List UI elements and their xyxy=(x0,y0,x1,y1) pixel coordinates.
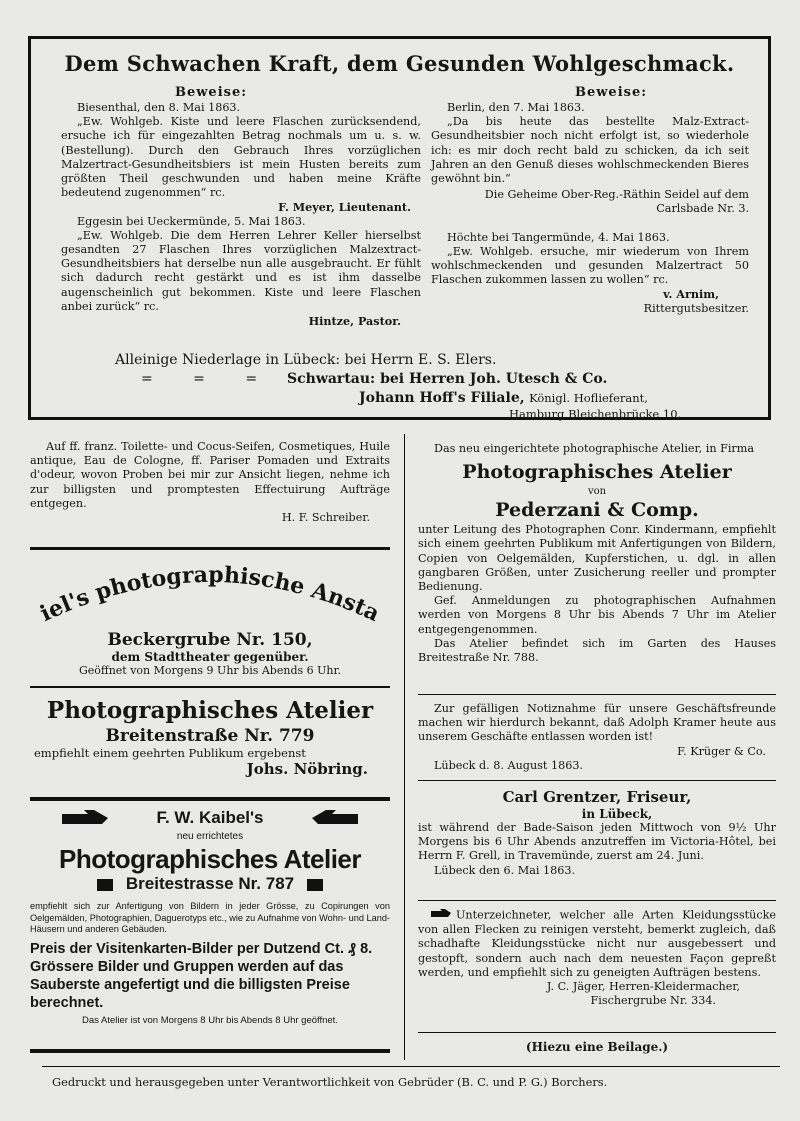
pointing-hand-left-icon xyxy=(308,808,360,831)
riel-address: Beckergrube Nr. 150, xyxy=(107,630,313,650)
depot-hoff-filiale: Johann Hoff's Filiale, xyxy=(359,390,525,406)
pederzani-intro: Das neu eingerichtete photographische Atelier, in Firma xyxy=(434,442,755,455)
pederzani-location: Das Atelier befindet sich im Garten des Hauses Breitestraße Nr. 788. xyxy=(418,636,776,665)
divider xyxy=(30,547,390,550)
footer-divider xyxy=(42,1066,780,1067)
testimonial-signature: Die Geheime Ober-Reg.-Räthin Seidel auf dem Carlsbade Nr. 3. xyxy=(484,188,749,216)
divider xyxy=(418,900,776,901)
pederzani-advertisement xyxy=(418,442,776,665)
testimonial-text: „Ew. Wohlgeb. ersuche, mir wiederum von Ihrem wohlschmeckenden und gesunden Malzertract 50 Flaschen zukommen lassen zu wollen“ rc. xyxy=(431,244,749,287)
grentzer-name: Carl Grentzer, Friseur, xyxy=(502,788,692,806)
grentzer-text: ist während der Bade-Saison jeden Mittwoch von 9½ Uhr Morgens bis 6 Uhr Abends anzutreffen im Victoria-Hôtel, bei Herrn F. Grell, in Travemünde, zuerst am 24. Juni. xyxy=(418,821,776,863)
pederzani-von: von xyxy=(587,486,607,498)
kaibel-address: Breitestrasse Nr. 787 xyxy=(125,874,295,893)
testimonial-text: „Da bis heute das bestellte Malz-Extract-Gesundheitsbier noch nicht erfolgt ist, so wiederhole ich: es mir doch recht bald zu schicken, da ich seit Jahren an den Genuß dieses wohlschmeckenden Bieres gewöhnt bin.“ xyxy=(431,115,749,186)
schreiber-signature: H. F. Schreiber. xyxy=(281,511,370,525)
testimonial-date: Höchte bei Tangermünde, 4. Mai 1863. xyxy=(447,230,670,244)
pederzani-name: Pederzani & Comp. xyxy=(495,499,699,522)
riel-hours: Geöffnet von Morgens 9 Uhr bis Abends 6 Uhr. xyxy=(78,664,342,677)
beer-ad-headline: Dem Schwachen Kraft, dem Gesunden Wohlgeschmack. xyxy=(64,51,735,76)
testimonial-signature: v. Arnim, xyxy=(663,287,719,302)
divider xyxy=(30,797,390,801)
krueger-date: Lübeck d. 8. August 1863. xyxy=(434,758,583,772)
depot-list xyxy=(115,351,735,421)
kaibel-advertisement xyxy=(30,808,390,1028)
pointing-hand-right-icon xyxy=(60,808,112,831)
testimonial-signature: F. Meyer, Lieutenant. xyxy=(278,200,411,215)
black-bar-icon xyxy=(97,879,113,891)
divider xyxy=(418,1032,776,1033)
testimonial-seidel xyxy=(431,101,749,316)
testimonial-text: „Ew. Wohlgeb. Die dem Herren Lehrer Keller hierselbst gesandten 27 Flaschen Ihres vorzüglichen Malzextract-Gesundheitsbiers hat derselbe nun alle ausgebraucht. Er fühlt sich dadurch recht gestärkt und es ist ihm dasselbe augenscheinlich gut bekommen. Kiste und leere Flaschen anbei zurück“ rc. xyxy=(61,228,421,313)
imprint-footer: Gedruckt und herausgegeben unter Verantwortlichkeit von Gebrüder (B. C. und P. G.) Borchers. xyxy=(52,1075,608,1089)
pointing-hand-icon xyxy=(430,908,452,923)
divider xyxy=(418,780,776,781)
jaeger-signature: J. C. Jäger, Herren-Kleidermacher, xyxy=(546,980,740,994)
pederzani-body: unter Leitung des Photographen Conr. Kindermann, empfiehlt sich einem geehrten Publikum mit Anfertigungen von Bildern, Copien von Oelgemälden, Kupferstichen, u. dgl. in allen gangbaren Größen, unter Zusicherung reeller und prompter Bedienung. xyxy=(418,523,776,594)
depot-hamburg: Hamburg Bleichenbrücke 10. xyxy=(509,407,682,421)
svg-text:Riel's photographische Anstalt xyxy=(30,560,384,626)
column-divider xyxy=(404,434,405,1060)
testimonial-signature: Hintze, Pastor. xyxy=(308,314,401,329)
schreiber-text: Auf ff. franz. Toilette- und Cocus-Seifen, Cosmetiques, Huile antique, Eau de Cologne, ff. Pariser Pomaden und Extraits d'odeur, wovon Proben bei mir zur Ansicht liegen, nehme ich zur billigsten und promptesten Effectuirung Aufträge entgegen. xyxy=(30,440,390,510)
jaeger-text: Unterzeichneter, welcher alle Arten Kleidungsstücke von allen Flecken zu reinigen versteht, bemerkt zugleich, daß schadhafte Kleidungsstücke nicht nur ausgebessert und gestopft, sondern auch nach dem neuesten Façon gepreßt werden, und empfiehlt sich zu geneigten Aufträgen bestens. xyxy=(418,908,776,979)
black-bar-icon xyxy=(307,879,323,891)
testimonial-text: „Ew. Wohlgeb. Kiste und leere Flaschen zurücksendend, ersuche ich für eingezahlten Betrag nochmals um u. s. w. (Bestellung). Durch den Gebrauch Ihres vorzüglichen Malzertract-Gesundheitsbiers ist mein Husten bereits zum größten Theil geschwunden und haben meine Kräfte bedeutend zugenommen“ rc. xyxy=(61,115,421,200)
jaeger-advertisement xyxy=(418,908,776,1008)
grentzer-advertisement xyxy=(418,788,776,878)
kaibel-body: empfiehlt sich zur Anfertigung von Bildern in jeder Grösse, zu Copirungen von Oelgemälden, Photographien, Daguerotyps etc., wie zu Aufnahme von Wohn- und Land-Häusern und anderen Gebäuden. xyxy=(30,901,390,934)
jaeger-address: Fischergrube Nr. 334. xyxy=(590,994,716,1008)
kaibel-title: Photographisches Atelier xyxy=(59,844,361,874)
depot-luebeck: Alleinige Niederlage in Lübeck: bei Herrn E. S. Elers. xyxy=(115,352,497,368)
depot-hoff-title: Königl. Hoflieferant, xyxy=(529,391,648,405)
krueger-signature: F. Krüger & Co. xyxy=(677,744,766,758)
noebring-title: Photographisches Atelier xyxy=(46,697,374,724)
beilage-notice: (Hiezu eine Beilage.) xyxy=(525,1040,669,1054)
beweise-left-heading: Beweise: xyxy=(174,85,248,100)
pederzani-hours: Gef. Anmeldungen zu photographischen Aufnahmen werden von Morgens 8 Uhr bis Abends 7 Uhr im Atelier entgegengenommen. xyxy=(418,594,776,636)
kaibel-new: neu errichtetes xyxy=(176,831,244,842)
divider xyxy=(30,1049,390,1053)
testimonial-signature-title: Rittergutsbesitzer. xyxy=(643,301,749,315)
divider xyxy=(30,686,390,688)
riel-curved-title xyxy=(30,560,390,626)
kaibel-bigger-pictures: Grössere Bilder und Gruppen werden auf das Sauberste angefertigt und die billigsten Preise berechnet. xyxy=(30,958,350,1011)
beer-advertisement-box xyxy=(28,36,771,420)
kaibel-hours: Das Atelier ist von Morgens 8 Uhr bis Abends 8 Uhr geöffnet. xyxy=(82,1014,338,1026)
riel-subtitle: dem Stadttheater gegenüber. xyxy=(111,650,309,664)
krueger-text: Zur gefälligen Notiznahme für unsere Geschäftsfreunde machen wir hierdurch bekannt, daß Adolph Kramer heute aus unserem Geschäfte entlassen worden ist! xyxy=(418,702,776,744)
ditto-marks: = = = xyxy=(141,371,276,387)
schreiber-advertisement xyxy=(30,440,390,525)
noebring-address: Breitenstraße Nr. 779 xyxy=(105,726,315,746)
noebring-subtitle: empfiehlt einem geehrten Publikum ergebenst xyxy=(34,746,306,760)
grentzer-date: Lübeck den 6. Mai 1863. xyxy=(434,863,576,877)
divider xyxy=(418,694,776,695)
testimonial-date: Berlin, den 7. Mai 1863. xyxy=(447,101,585,114)
noebring-name: Johs. Nöbring. xyxy=(246,760,368,778)
kaibel-price: Preis der Visitenkarten-Bilder per Dutzend Ct. ₰ 8. xyxy=(30,940,373,957)
riel-advertisement xyxy=(30,560,390,684)
kaibel-name: F. W. Kaibel's xyxy=(156,808,264,827)
testimonial-date: Eggesin bei Ueckermünde, 5. Mai 1863. xyxy=(77,214,306,228)
grentzer-city: in Lübeck, xyxy=(581,807,653,821)
pederzani-title: Photographisches Atelier xyxy=(462,461,732,484)
testimonial-date: Biesenthal, den 8. Mai 1863. xyxy=(77,101,241,114)
riel-title-text: iel's photographische Ansta xyxy=(36,561,384,626)
testimonial-meyer xyxy=(61,101,421,328)
noebring-advertisement xyxy=(30,696,390,778)
depot-schwartau: Schwartau: bei Herren Joh. Utesch & Co. xyxy=(287,371,608,387)
beweise-right-heading: Beweise: xyxy=(574,85,648,100)
krueger-notice xyxy=(418,702,776,773)
